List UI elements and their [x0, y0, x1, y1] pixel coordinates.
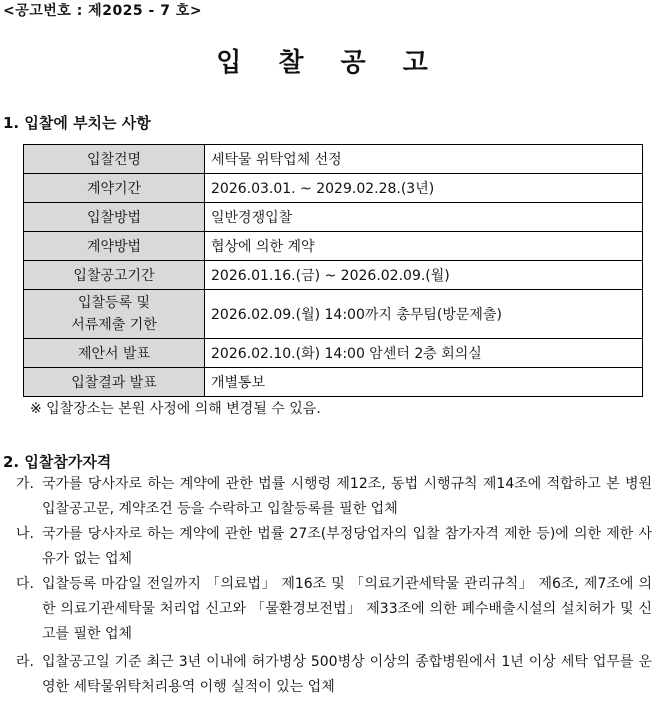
list-text: 국가를 당사자로 하는 계약에 관한 법률 27조(부정당업자의 입찰 참가자격 제한 등)에 의한 제한 사유가 없는 업체 — [42, 526, 652, 567]
row-value: 개별통보 — [205, 368, 643, 397]
table-row — [24, 174, 643, 203]
list-marker: 가. — [16, 476, 34, 492]
list-item — [16, 522, 652, 572]
row-label: 계약기간 — [24, 174, 205, 203]
list-marker: 나. — [16, 526, 34, 542]
list-marker: 다. — [16, 576, 34, 592]
row-label: 입찰결과 발표 — [24, 368, 205, 397]
list-text: 입찰등록 마감일 전일까지 「의료법」 제16조 및 「의료기관세탁물 관리규칙」 제6조, 제7조에 의한 의료기관세탁물 처리업 신고와 「물환경보전법」 제33조에 의한 폐수배출시설의 설치허가 및 신고를 필한 업체 — [42, 576, 652, 642]
row-label: 입찰방법 — [24, 203, 205, 232]
row-label: 계약방법 — [24, 232, 205, 261]
row-value: 2026.02.10.(화) 14:00 암센터 2층 회의실 — [205, 339, 643, 368]
row-value: 일반경쟁입찰 — [205, 203, 643, 232]
table-row — [24, 145, 643, 174]
row-label: 제안서 발표 — [24, 339, 205, 368]
section1-heading: 1. 입찰에 부치는 사항 — [3, 114, 151, 132]
list-item — [16, 572, 652, 647]
list-text: 국가를 당사자로 하는 계약에 관한 법률 시행령 제12조, 동법 시행규칙 제14조에 적합하고 본 병원 입찰공고문, 계약조건 등을 수락하고 입찰등록를 필한 업체 — [42, 476, 652, 517]
list-item — [16, 650, 652, 700]
list-item — [16, 472, 652, 522]
page-title: 입 찰 공 고 — [216, 48, 442, 78]
row-label-line: 입찰등록 및 — [77, 295, 151, 311]
row-label-line: 서류제출 기한 — [71, 317, 157, 333]
row-label: 입찰공고기간 — [24, 261, 205, 290]
row-label: 입찰건명 — [24, 145, 205, 174]
table-row — [24, 261, 643, 290]
section2-heading: 2. 입찰참가자격 — [3, 453, 112, 471]
row-value: 협상에 의한 계약 — [205, 232, 643, 261]
bid-info-table — [23, 144, 643, 397]
table-row — [24, 290, 643, 339]
row-value: 2026.01.16.(금) ~ 2026.02.09.(월) — [205, 261, 643, 290]
table-row — [24, 339, 643, 368]
table-row — [24, 368, 643, 397]
row-label — [24, 290, 205, 339]
table-row — [24, 203, 643, 232]
list-text: 입찰공고일 기준 최근 3년 이내에 허가병상 500병상 이상의 종합병원에서 1년 이상 세탁 업무를 운영한 세탁물위탁처리용역 이행 실적이 있는 업체 — [42, 654, 652, 695]
notice-number: <공고번호 : 제2025 - 7 호> — [3, 3, 203, 19]
row-value: 세탁물 위탁업체 선정 — [205, 145, 643, 174]
row-value: 2026.03.01. ~ 2029.02.28.(3년) — [205, 174, 643, 203]
row-value: 2026.02.09.(월) 14:00까지 총무팀(방문제출) — [205, 290, 643, 339]
list-marker: 라. — [16, 654, 34, 670]
table-row — [24, 232, 643, 261]
venue-note: ※ 입찰장소는 본원 사정에 의해 변경될 수 있음. — [30, 401, 321, 417]
